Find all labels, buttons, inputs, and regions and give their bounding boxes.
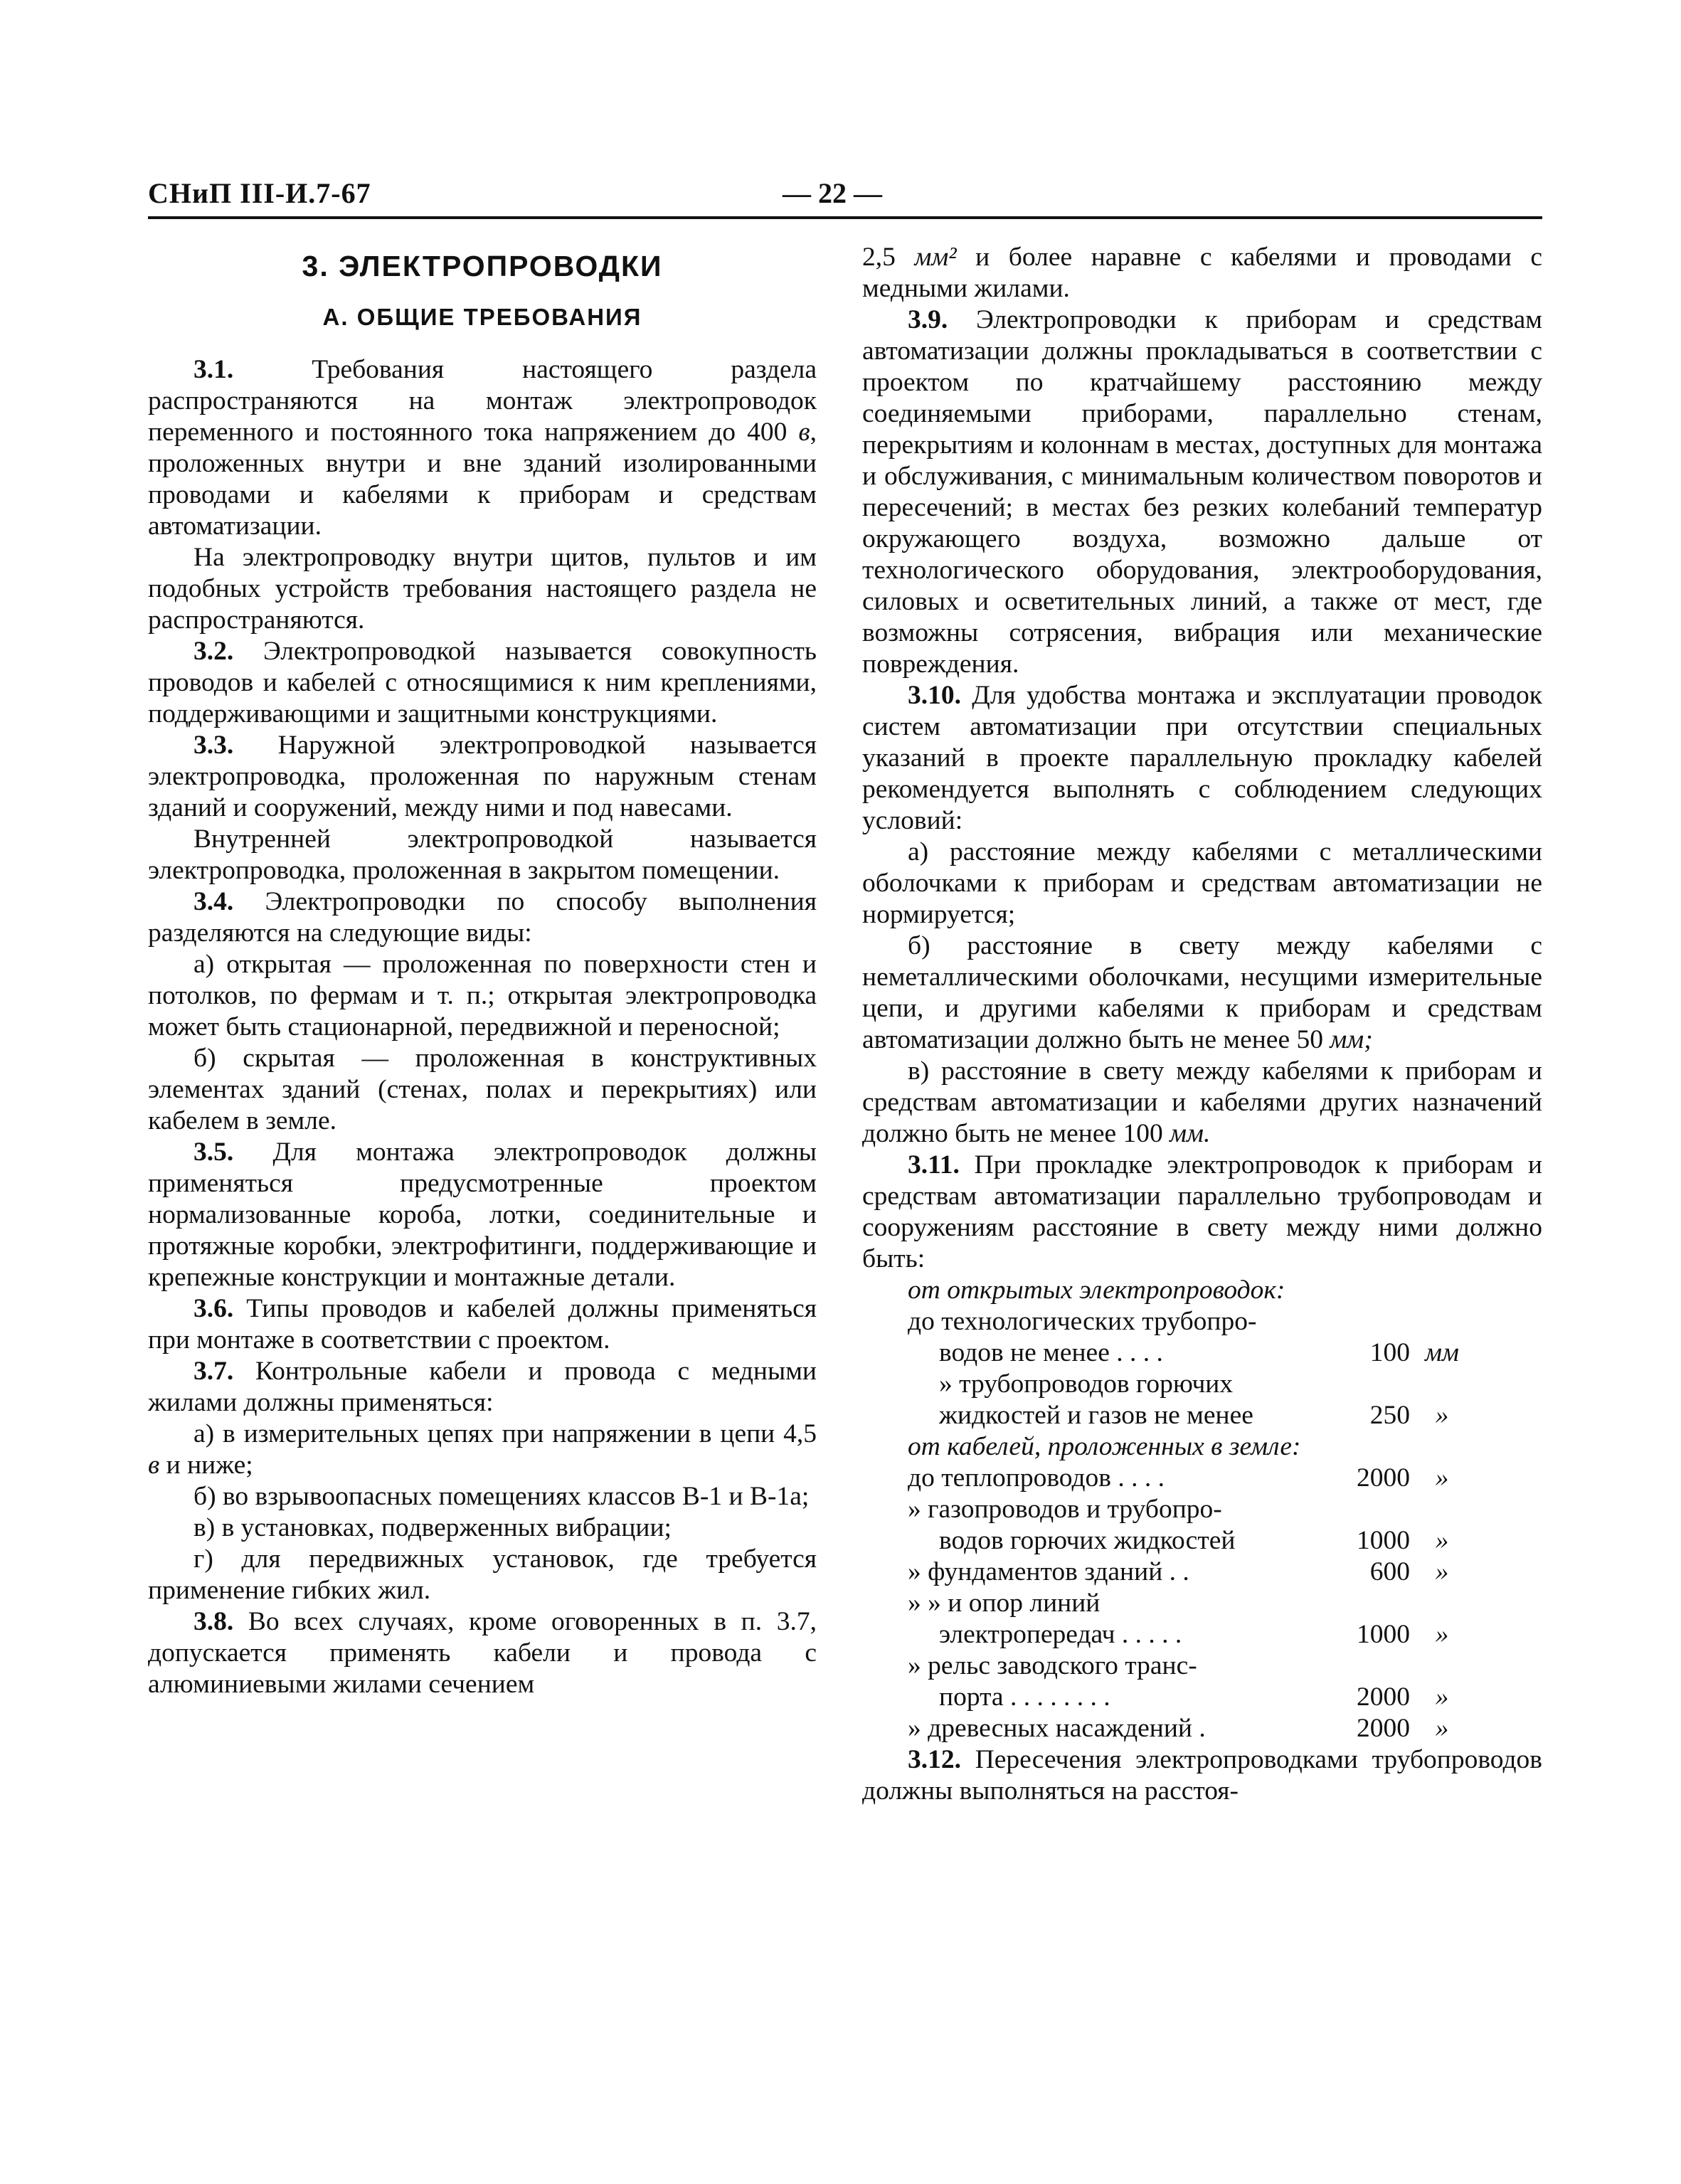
clause-text: Типы проводов и кабелей должны применяться при монтаже в соответствии с проектом.	[148, 1294, 817, 1355]
distance-unit: »	[1435, 1682, 1449, 1712]
clause-number: 3.10.	[908, 681, 961, 710]
clause-text: Пересечения электропроводками трубопроводов должны выполняться на расстоя-	[862, 1745, 1542, 1806]
distance-row-label: » древесных насаждений .	[908, 1714, 1206, 1743]
paragraph-3-2	[148, 636, 817, 730]
distance-value: 1000	[1357, 1526, 1410, 1555]
section-title: 3. ЭЛЕКТРОПРОВОДКИ	[302, 250, 663, 282]
distance-table	[862, 1275, 1542, 1744]
unit-volt: в	[148, 1451, 160, 1480]
unit-mm: мм.	[1170, 1119, 1211, 1148]
distance-unit: »	[1435, 1714, 1449, 1743]
paragraph-3-10	[862, 680, 1542, 837]
left-column	[148, 242, 817, 1700]
paragraph-3-3-b: Внутренней электропроводкой называется электропроводка, проложенная в закрытом помещении.	[148, 825, 817, 885]
distance-unit: »	[1435, 1463, 1449, 1493]
distance-row	[862, 1463, 1542, 1494]
distance-value: 2000	[1357, 1682, 1410, 1712]
clause-text-tail: и более наравне с кабелями и проводами с медными жилами.	[862, 243, 1543, 303]
distance-row	[862, 1713, 1542, 1744]
distance-unit: »	[1435, 1620, 1449, 1649]
paragraph-3-11	[862, 1150, 1542, 1275]
distance-row-label: водов не менее . . . .	[939, 1338, 1163, 1367]
clause-number: 3.8.	[193, 1607, 234, 1636]
distance-row-label: жидкостей и газов не менее	[939, 1401, 1253, 1430]
paragraph-3-8-continued	[862, 242, 1542, 304]
distance-row-label: порта . . . . . . . .	[939, 1682, 1110, 1712]
paragraph-3-4	[148, 886, 817, 949]
distance-row-label: до технологических трубопро-	[908, 1307, 1257, 1336]
list-item-3-10-b	[862, 931, 1542, 1056]
clause-number: 3.11.	[908, 1150, 960, 1180]
distance-unit: »	[1435, 1557, 1449, 1586]
right-column	[862, 242, 1542, 1807]
paragraph-3-9	[862, 304, 1542, 680]
header-rule	[148, 216, 1542, 219]
paragraph-3-1-b: На электропроводку внутри щитов, пультов и им подобных устройств требования настоящего раздела не распространяются.	[148, 543, 817, 635]
distance-row	[862, 1400, 1542, 1431]
clause-text: При прокладке электропроводок к приборам и средствам автоматизации параллельно трубопроводам и сооружениям расстояние в свету между ними должно быть:	[862, 1150, 1542, 1273]
item-text: б) расстояние в свету между кабелями с неметаллическими оболочками, несущими измерительные цепи, и другими кабелями к приборам и средствам автоматизации должно быть не менее 50	[862, 931, 1542, 1054]
distance-row	[862, 1337, 1542, 1369]
item-text: а) в измерительных цепях при напряжении в цепи 4,5	[193, 1419, 817, 1448]
distance-row-label: электропередач . . . . .	[939, 1620, 1182, 1649]
distance-row-label: » трубопроводов горючих	[939, 1369, 1234, 1399]
clause-number: 3.4.	[193, 887, 234, 916]
list-item-3-7-c: в) в установках, подверженных вибрации;	[193, 1513, 672, 1542]
clause-number: 3.9.	[908, 305, 948, 334]
clause-number: 3.3.	[193, 731, 234, 760]
distance-value: 2000	[1357, 1463, 1410, 1493]
distance-value: 2000	[1357, 1714, 1410, 1743]
clause-text: Электропроводки к приборам и средствам автоматизации должны прокладываться в соответствии с проектом по кратчайшему расстоянию между соединяемыми приборами, параллельно стенам, перекрытиям и колоннам в местах, доступных для монтажа и обслуживания, с минимальным количеством поворотов и пересечений; в местах без резких колебаний температур окружающего воздуха, возможно дальше от технологического оборудования, электрооборудования, силовых и осветительных линий, а также от мест, где возможны сотрясения, вибрация или механические повреждения.	[862, 305, 1542, 679]
distance-row-label: » газопроводов и трубопро-	[908, 1495, 1222, 1524]
list-item-3-10-c	[862, 1056, 1542, 1150]
clause-text-tail: , проложенных внутри и вне зданий изолированными проводами и кабелями к приборам и средствам автоматизации.	[148, 418, 817, 541]
distance-unit: мм	[1425, 1338, 1459, 1367]
distance-row	[862, 1557, 1542, 1588]
unit-sq-mm: мм²	[914, 243, 957, 272]
clause-text: 2,5	[862, 243, 915, 272]
distance-row-label: » рельс заводского транс-	[908, 1651, 1197, 1680]
paragraph-3-8	[148, 1606, 817, 1700]
document-code: СНиП III-И.7-67	[148, 177, 371, 209]
clause-text: Наружной электропроводкой называется электропроводка, проложенная по наружным стенам зданий и сооружений, между ними и под навесами.	[148, 731, 817, 822]
distance-group-heading: от кабелей, проложенных в земле:	[908, 1432, 1301, 1461]
clause-text: Для монтажа электропроводок должны применяться предусмотренные проектом нормализованные короба, лотки, соединительные и протяжные коробки, электрофитинги, поддерживающие и крепежные конструкции и монтажные детали.	[148, 1138, 817, 1292]
distance-row-label: до теплопроводов . . . .	[908, 1463, 1165, 1493]
paragraph-3-6	[148, 1293, 817, 1356]
distance-row-label: » фундаментов зданий . .	[908, 1557, 1189, 1586]
clause-number: 3.1.	[193, 355, 234, 384]
clause-number: 3.5.	[193, 1138, 234, 1167]
paragraph-3-1	[148, 354, 817, 542]
distance-row-label: водов горючих жидкостей	[939, 1526, 1236, 1555]
distance-row	[862, 1682, 1542, 1713]
distance-row-label: » » и опор линий	[908, 1589, 1101, 1618]
clause-text: Во всех случаях, кроме оговоренных в п. 3.7, допускается применять кабели и провода с алюминиевыми жилами сечением	[148, 1607, 817, 1699]
list-item-3-4-b: б) скрытая — проложенная в конструктивных элементах зданий (стенах, полах и перекрытиях) или кабелем в земле.	[148, 1044, 817, 1135]
paragraph-3-7	[148, 1356, 817, 1419]
paragraph-3-3	[148, 730, 817, 824]
item-text-tail: и ниже;	[159, 1451, 253, 1480]
list-item-3-7-b: б) во взрывоопасных помещениях классов В-1 и В-1а;	[193, 1482, 810, 1511]
clause-text: Для удобства монтажа и эксплуатации проводок систем автоматизации при отсутствии специальных указаний в проекте параллельную прокладку кабелей рекомендуется выполнять с соблюдением следующих условий:	[862, 681, 1542, 835]
distance-value: 1000	[1357, 1620, 1410, 1649]
unit-volt: в	[798, 418, 810, 447]
clause-number: 3.12.	[908, 1745, 961, 1774]
clause-number: 3.6.	[193, 1294, 234, 1323]
distance-unit: »	[1435, 1526, 1449, 1555]
paragraph-3-5	[148, 1137, 817, 1293]
list-item-3-10-a: а) расстояние между кабелями с металлическими оболочками к приборам и средствам автоматизации не нормируется;	[862, 837, 1542, 929]
section-subtitle: А. ОБЩИЕ ТРЕБОВАНИЯ	[322, 304, 642, 330]
distance-unit: »	[1435, 1401, 1449, 1430]
clause-text: Электропроводкой называется совокупность проводов и кабелей с относящимися к ним креплениями, поддерживающими и защитными конструкциями.	[148, 637, 817, 728]
distance-value: 250	[1369, 1401, 1410, 1430]
clause-text: Контрольные кабели и провода с медными жилами должны применяться:	[148, 1357, 817, 1417]
unit-mm: мм;	[1330, 1025, 1373, 1054]
distance-row	[862, 1619, 1542, 1650]
list-item-3-7-a	[148, 1419, 817, 1481]
list-item-3-4-a: а) открытая — проложенная по поверхности стен и потолков, по фермам и т. п.; открытая электропроводка может быть стационарной, передвижной и переносной;	[148, 950, 817, 1041]
item-text: в) расстояние в свету между кабелями к приборам и средствам автоматизации и кабелями других назначений должно быть не менее 100	[862, 1056, 1542, 1148]
list-item-3-7-d: г) для передвижных установок, где требуется применение гибких жил.	[148, 1544, 817, 1605]
distance-value: 600	[1369, 1557, 1410, 1586]
paragraph-3-12	[862, 1744, 1542, 1807]
distance-value: 100	[1369, 1338, 1410, 1367]
page-number: — 22 —	[783, 177, 882, 209]
clause-number: 3.7.	[193, 1357, 234, 1386]
distance-group-heading: от открытых электропроводок:	[908, 1276, 1285, 1305]
clause-text: Электропроводки по способу выполнения разделяются на следующие виды:	[148, 887, 817, 948]
clause-text: Требования настоящего раздела распространяются на монтаж электропроводок переменного и постоянного тока напряжением до 400	[148, 355, 817, 447]
distance-row	[862, 1525, 1542, 1557]
clause-number: 3.2.	[193, 637, 234, 666]
